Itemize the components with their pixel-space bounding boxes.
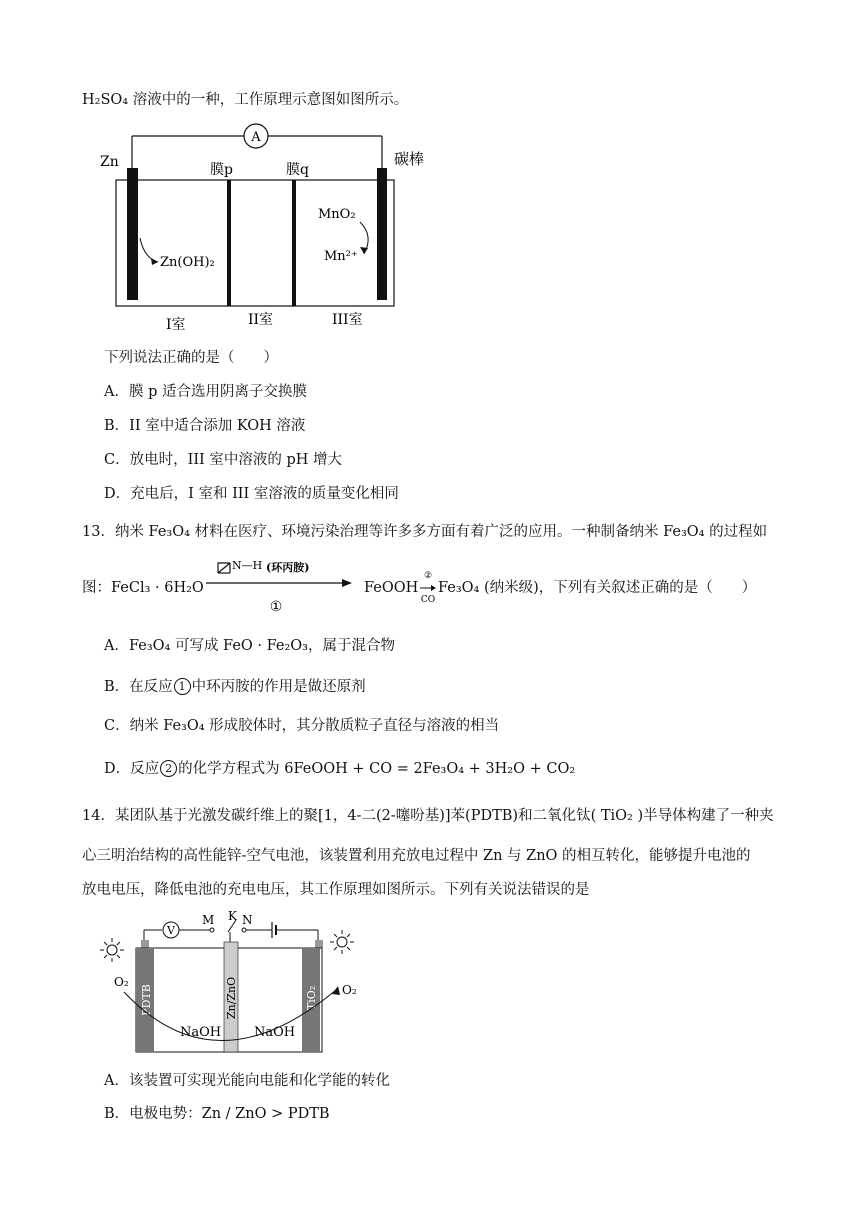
q13-feooh: FeOOH (364, 580, 419, 596)
membrane-q (292, 180, 296, 306)
membrane-p-label: 膜p (210, 162, 233, 178)
reagent-label: (环丙胺) (266, 561, 310, 574)
q13-stem-line1: 13．纳米 Fe₃O₄ 材料在医疗、环境污染治理等许多多方面有着广泛的应用。一种制备纳米 Fe₃O₄ 的过程如 (82, 524, 768, 540)
q13-option-b-post: 中环丙胺的作用是做还原剂 (191, 679, 366, 695)
reagent-structure: N—H (232, 559, 263, 572)
q13-option-d-post: 的化学方程式为 6FeOOH + CO = 2Fe₃O₄ + 3H₂O + CO₂ (178, 761, 576, 777)
m-label: M (202, 913, 215, 927)
znoh2-label: Zn(OH)₂ (160, 255, 215, 270)
k-label: K (228, 910, 237, 923)
q12-option-c[interactable]: C．放电时，III 室中溶液的 pH 增大 (104, 452, 343, 468)
q13-line2-suffix: Fe₃O₄ (纳米级)，下列有关叙述正确的是（ ） (438, 580, 757, 596)
figure-zinc-air-battery (96, 910, 376, 1060)
pdtb-label: PDTB (140, 984, 153, 1016)
q14-option-a[interactable]: A．该装置可实现光能向电能和化学能的转化 (104, 1073, 390, 1089)
q12-stem: 下列说法正确的是（ ） (104, 350, 278, 366)
q12-option-a[interactable]: A．膜 p 适合选用阴离子交换膜 (104, 384, 307, 400)
carbon-label: 碳棒 (394, 150, 425, 168)
tio2-label: TiO₂ (305, 985, 318, 1011)
naoh-right-label: NaOH (254, 1025, 296, 1040)
q13-line2-prefix: 图：FeCl₃ · 6H₂O (82, 580, 204, 596)
room1-label: I室 (166, 317, 186, 333)
zn-label: Zn (100, 154, 119, 170)
sun-icon-right (330, 930, 354, 954)
circled-number-1: 1 (174, 678, 191, 695)
circled-number-2: 2 (160, 760, 177, 777)
q12-option-b[interactable]: B．II 室中适合添加 KOH 溶液 (104, 418, 306, 434)
o2-right-label: O₂ (342, 983, 357, 997)
q14-stem-line2: 心三明治结构的高性能锌-空气电池，该装置利用充放电过程中 Zn 与 ZnO 的相互转化，能够提升电池的 (82, 848, 751, 864)
voltmeter-label: V (167, 924, 175, 937)
q14-option-b[interactable]: B．电极电势：Zn / ZnO > PDTB (104, 1106, 330, 1122)
membrane-p (227, 180, 231, 306)
mn2-label: Mn²⁺ (324, 249, 358, 264)
q14-stem-line1: 14．某团队基于光激发碳纤维上的聚[1，4-二(2-噻吩基)]苯(PDTB)和二氧化钛( TiO₂ )半导体构建了一种夹 (82, 808, 774, 824)
q13-option-d-pre: D．反应 (104, 761, 160, 777)
q13-option-b[interactable] (104, 677, 366, 697)
znzno-label: Zn/ZnO (225, 976, 238, 1020)
q13-option-d[interactable] (104, 759, 575, 779)
reaction-arrow-1 (204, 555, 356, 617)
intro-line: H₂SO₄ 溶液中的一种，工作原理示意图如图所示。 (82, 92, 409, 108)
reaction-arrow-2 (418, 568, 438, 606)
o2-left-label: O₂ (114, 975, 129, 989)
q13-option-a[interactable]: A．Fe₃O₄ 可写成 FeO · Fe₂O₃，属于混合物 (104, 638, 395, 654)
room3-label: III室 (332, 312, 363, 328)
membrane-q-label: 膜q (286, 162, 309, 178)
figure-battery-cell (96, 120, 436, 335)
room2-label: II室 (248, 312, 274, 328)
q12-option-d[interactable]: D．充电后，I 室和 III 室溶液的质量变化相同 (104, 486, 399, 502)
naoh-left-label: NaOH (180, 1025, 222, 1040)
q14-stem-line3: 放电电压，降低电池的充电电压，其工作原理如图所示。下列有关说法错误的是 (82, 882, 590, 898)
step2-label: ② (423, 571, 433, 581)
q13-option-b-pre: B．在反应 (104, 679, 173, 695)
ammeter-label: A (251, 130, 261, 145)
co-label: CO (420, 595, 436, 605)
zn-electrode (127, 168, 138, 300)
n-label: N (242, 913, 253, 927)
carbon-electrode (377, 168, 387, 300)
sun-icon-left (100, 938, 124, 962)
mno2-label: MnO₂ (318, 207, 356, 222)
step1-label: ① (269, 599, 283, 615)
q13-option-c[interactable]: C．纳米 Fe₃O₄ 形成胶体时，其分散质粒子直径与溶液的相当 (104, 718, 500, 734)
